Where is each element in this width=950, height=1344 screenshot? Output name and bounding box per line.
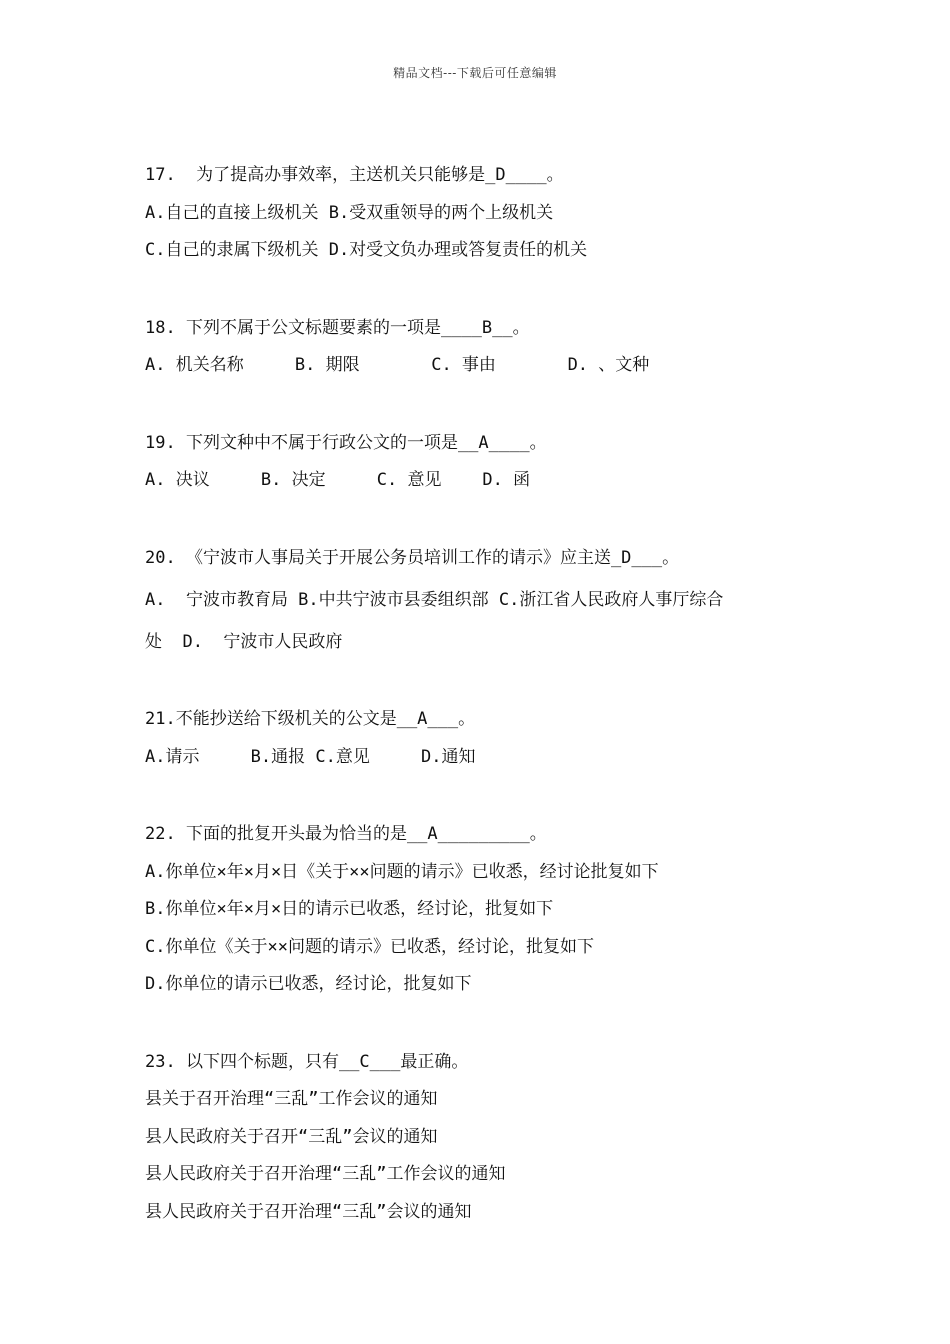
answer-option: 县人民政府关于召开“三乱”会议的通知: [145, 1126, 438, 1147]
question-18: [145, 315, 825, 390]
answer-option-a: A.你单位×年×月×日《关于××问题的请示》已收悉，经讨论批复如下: [145, 861, 659, 882]
answer-option: 县关于召开治理“三乱”工作会议的通知: [145, 1089, 438, 1109]
answer-options: 处 D. 宁波市人民政府: [145, 631, 343, 652]
question-list: [145, 162, 825, 1276]
answer-options: A.自己的直接上级机关 B.受双重领导的两个上级机关: [145, 202, 554, 223]
answer-option-b: B.你单位×年×月×日的请示已收悉，经讨论，批复如下: [145, 899, 554, 919]
answer-options: A. 宁波市教育局 B.中共宁波市县委组织部 C.浙江省人民政府人事厅综合: [145, 589, 724, 610]
answer-options: A.请示 B.通报 C.意见 D.通知: [145, 746, 476, 767]
answer-options: C.自己的隶属下级机关 D.对受文负办理或答复责任的机关: [145, 240, 588, 260]
answer-options: A. 决议 B. 决定 C. 意见 D. 函: [145, 470, 531, 490]
answer-option-c: C.你单位《关于××问题的请示》已收悉，经讨论，批复如下: [145, 936, 594, 957]
answer-option: 县人民政府关于召开治理“三乱”会议的通知: [145, 1201, 472, 1222]
question-22: [145, 821, 825, 1009]
question-19: [145, 430, 825, 505]
answer-option: 县人民政府关于召开治理“三乱”工作会议的通知: [145, 1164, 506, 1184]
question-17: [145, 162, 825, 275]
question-23: [145, 1049, 825, 1237]
page-header: 精品文档---下载后可任意编辑: [393, 66, 557, 80]
question-20: [145, 545, 825, 667]
question-stem: 21.不能抄送给下级机关的公文是__A___。: [145, 709, 476, 729]
answer-options: A. 机关名称 B. 期限 C. 事由 D. 、文种: [145, 355, 650, 375]
question-stem: 17. 为了提高办事效率，主送机关只能够是_D____。: [145, 165, 564, 185]
question-stem: 19. 下列文种中不属于行政公文的一项是__A____。: [145, 432, 547, 453]
question-stem: 18. 下列不属于公文标题要素的一项是____B__。: [145, 317, 530, 338]
question-21: [145, 706, 825, 781]
question-stem: 22. 下面的批复开头最为恰当的是__A_________。: [145, 824, 547, 844]
question-stem: 23. 以下四个标题，只有__C___最正确。: [145, 1051, 469, 1072]
question-stem: 20. 《宁波市人事局关于开展公务员培训工作的请示》应主送_D___。: [145, 547, 680, 568]
answer-option-d: D.你单位的请示已收悉，经讨论，批复如下: [145, 974, 472, 994]
